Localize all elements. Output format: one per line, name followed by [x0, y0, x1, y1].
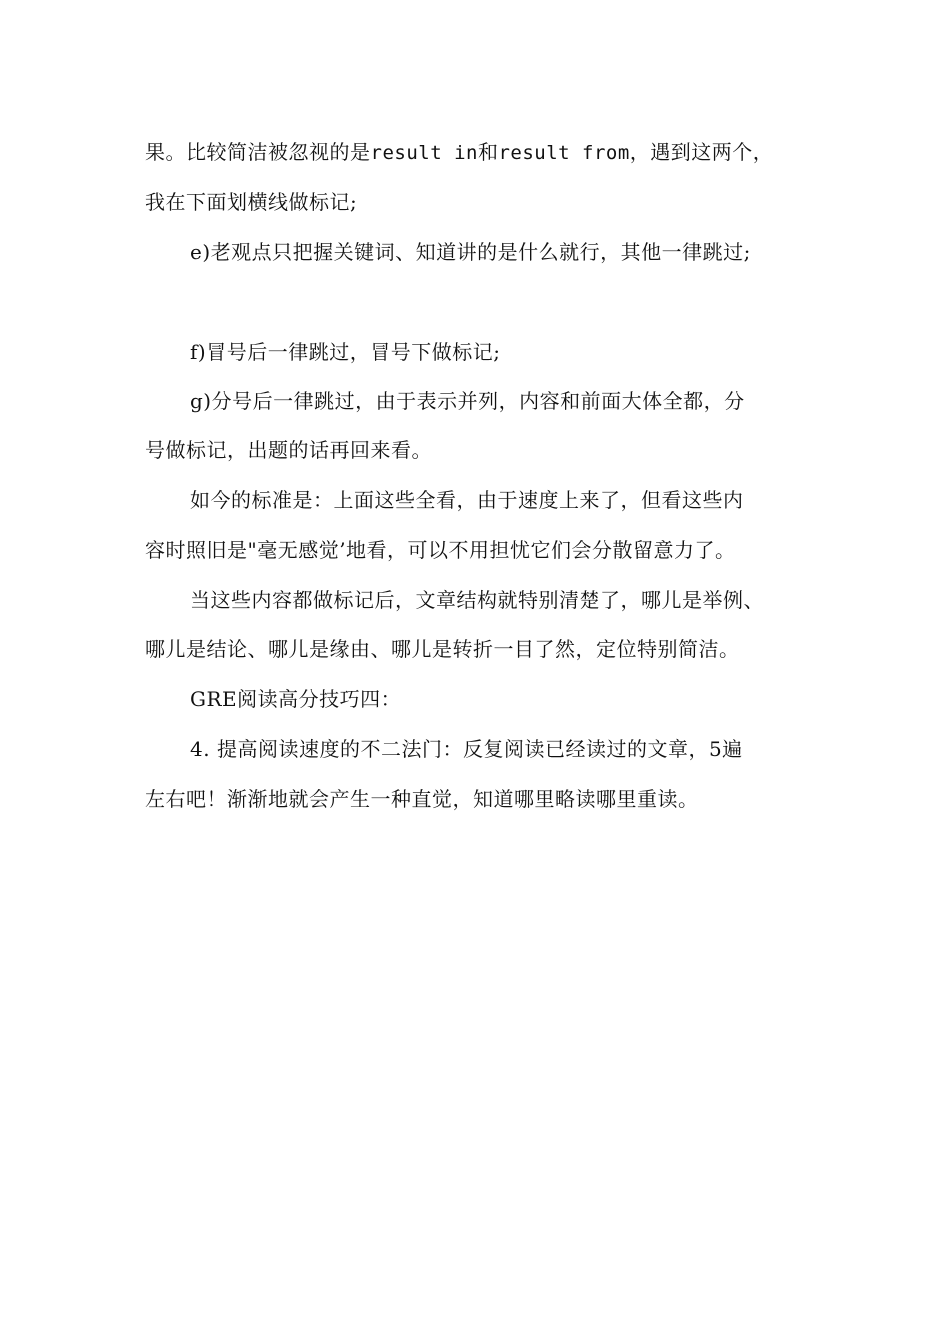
list-item-g: g)分号后一律跳过，由于表示并列，内容和前面大体全都，分 [190, 389, 745, 413]
section-heading: GRE阅读高分技巧四： [190, 687, 402, 711]
text-run: 果。比较简洁被忽视的是 [145, 140, 371, 164]
paragraph-line: 号做标记，出题的话再回来看。 [145, 438, 432, 462]
paragraph-line: 左右吧！渐渐地就会产生一种直觉，知道哪里略读哪里重读。 [145, 787, 699, 811]
code-term: result in [370, 142, 478, 164]
paragraph-line: 我在下面划横线做标记; [145, 190, 358, 214]
code-term: result from [498, 142, 630, 164]
text-run: 和 [477, 140, 499, 164]
list-item-e: e)老观点只把握关键词、知道讲的是什么就行，其他一律跳过; [190, 240, 751, 264]
paragraph-line [145, 138, 825, 167]
paragraph-line: 当这些内容都做标记后，文章结构就特别清楚了，哪儿是举例、 [190, 588, 764, 612]
paragraph-line: 4. 提高阅读速度的不二法门：反复阅读已经读过的文章，5遍 [190, 737, 743, 761]
text-run: ，遇到这两个， [629, 140, 774, 164]
paragraph-line: 如今的标准是：上面这些全看，由于速度上来了，但看这些内 [190, 488, 744, 512]
paragraph-line: 容时照旧是"毫无感觉’地看，可以不用担忧它们会分散留意力了。 [145, 538, 736, 562]
list-item-f: f)冒号后一律跳过，冒号下做标记; [190, 340, 501, 364]
paragraph-line: 哪儿是结论、哪儿是缘由、哪儿是转折一目了然，定位特别简洁。 [145, 637, 740, 661]
